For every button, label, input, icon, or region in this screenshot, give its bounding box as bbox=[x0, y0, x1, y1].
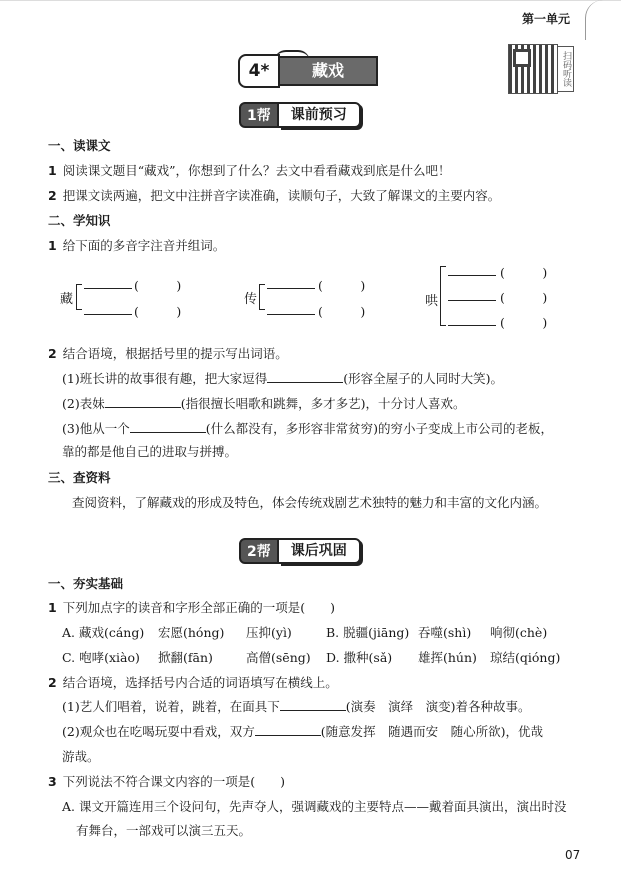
section-heading: 二、学知识 bbox=[48, 213, 111, 228]
question: 2 结合语境，选择括号内合适的词语填写在横线上。 bbox=[48, 675, 338, 690]
answer-paren[interactable]: ( ) bbox=[500, 290, 548, 305]
answer-line[interactable] bbox=[280, 699, 346, 711]
answer-line[interactable] bbox=[267, 314, 315, 315]
question: 2 把课文读两遍，把文中注拼音字读准确，读顺句子，大致了解课文的主要内容。 bbox=[48, 188, 501, 203]
sub-question-cont: 游哉。 bbox=[62, 749, 100, 764]
sub-question: (1)班长讲的故事很有趣，把大家逗得 (形容全屋子的人同时大笑)。 bbox=[62, 371, 503, 386]
part2-badge: 2帮 bbox=[239, 538, 279, 564]
part2-banner bbox=[239, 538, 361, 564]
part1-title: 课前预习 bbox=[279, 102, 361, 128]
lesson-number: 4* bbox=[238, 54, 280, 88]
choice: 琼结(qióng) bbox=[490, 650, 561, 665]
char-hong: 哄 bbox=[425, 294, 439, 309]
sub-question: (1)艺人们唱着，说着，跳着，在面具下 (演奏 演绎 演变)着各种故事。 bbox=[62, 699, 531, 714]
section-heading: 一、读课文 bbox=[48, 138, 111, 153]
choice: 响彻(chè) bbox=[490, 625, 548, 640]
answer-line[interactable] bbox=[267, 371, 343, 383]
answer-paren[interactable]: ( ) bbox=[500, 315, 548, 330]
choice: 压抑(yì) bbox=[246, 625, 292, 640]
part2-title: 课后巩固 bbox=[279, 538, 361, 564]
choice: 吞噬(shì) bbox=[418, 625, 472, 640]
page-number: 07 bbox=[565, 848, 581, 862]
sub-question: (3)他从一个 (什么都没有，多形容非常贫穷)的穷小子变成上市公司的老板， bbox=[62, 421, 553, 436]
part1-banner bbox=[239, 102, 361, 128]
brace bbox=[76, 284, 82, 310]
brace bbox=[259, 284, 265, 310]
answer-paren[interactable]: ( ) bbox=[318, 304, 366, 319]
sub-question: (2)观众也在吃喝玩耍中看戏，双方 (随意发挥 随遇而安 随心所欲)，优哉 bbox=[62, 724, 543, 739]
char-cang: 藏 bbox=[60, 292, 74, 307]
choice: 宏愿(hóng) bbox=[158, 625, 225, 640]
answer-paren[interactable]: ( ) bbox=[134, 278, 182, 293]
answer-paren[interactable]: ( ) bbox=[500, 265, 548, 280]
choice: 雄挥(hún) bbox=[418, 650, 477, 665]
choice: 掀翻(fān) bbox=[158, 650, 213, 665]
answer-line[interactable] bbox=[267, 288, 315, 289]
lesson-banner bbox=[238, 50, 380, 90]
part1-badge: 1帮 bbox=[239, 102, 279, 128]
qr-code-icon[interactable] bbox=[508, 44, 558, 94]
paragraph: 查阅资料，了解藏戏的形成及特色，体会传统戏剧艺术独特的魅力和丰富的文化内涵。 bbox=[72, 495, 548, 510]
top-rule bbox=[0, 0, 621, 1]
question: 1 给下面的多音字注音并组词。 bbox=[48, 238, 226, 253]
sub-question: (2)表妹 (指很擅长唱歌和跳舞，多才多艺)，十分讨人喜欢。 bbox=[62, 396, 466, 411]
choice[interactable]: C. 咆哮(xiào) bbox=[62, 650, 140, 665]
choice[interactable]: D. 撒种(sǎ) bbox=[326, 650, 393, 665]
answer-line[interactable] bbox=[130, 421, 206, 433]
choice-row bbox=[62, 648, 560, 666]
choice[interactable]: B. 脱疆(jiāng) bbox=[326, 625, 410, 640]
answer-line[interactable] bbox=[84, 314, 132, 315]
choice-row bbox=[62, 623, 547, 641]
char-chuan: 传 bbox=[244, 292, 258, 307]
answer-line[interactable] bbox=[105, 396, 181, 408]
question: 3 下列说法不符合课文内容的一项是( ) bbox=[48, 774, 285, 789]
answer-line[interactable] bbox=[448, 300, 496, 301]
answer-paren[interactable]: ( ) bbox=[134, 304, 182, 319]
section-heading: 三、查资料 bbox=[48, 470, 111, 485]
qr-tag: 扫码听读 bbox=[558, 46, 574, 92]
question: 1 下列加点字的读音和字形全部正确的一项是( ) bbox=[48, 600, 335, 615]
choice: 高僧(sēng) bbox=[246, 650, 311, 665]
choice-cont: 有舞台，一部戏可以演三五天。 bbox=[76, 823, 252, 838]
answer-line[interactable] bbox=[448, 275, 496, 276]
answer-line[interactable] bbox=[84, 288, 132, 289]
answer-line[interactable] bbox=[255, 724, 321, 736]
choice[interactable]: A. 课文开篇连用三个设问句，先声夺人，强调藏戏的主要特点——戴着面具演出，演出时没 bbox=[62, 799, 567, 814]
brace bbox=[440, 266, 446, 326]
unit-label: 第一单元 bbox=[522, 12, 571, 26]
question: 1 阅读课文题目“藏戏”，你想到了什么？去文中看看藏戏到底是什么吧！ bbox=[48, 163, 451, 178]
question: 2 结合语境，根据括号里的提示写出词语。 bbox=[48, 346, 288, 361]
section-heading: 一、夯实基础 bbox=[48, 576, 124, 591]
lesson-title: 藏戏 bbox=[278, 56, 378, 86]
sub-question-cont: 靠的都是他自己的进取与拼搏。 bbox=[62, 444, 238, 459]
answer-paren[interactable]: ( ) bbox=[318, 278, 366, 293]
choice[interactable]: A. 藏戏(cáng) bbox=[62, 625, 145, 640]
page-corner bbox=[585, 0, 621, 40]
answer-line[interactable] bbox=[448, 325, 496, 326]
